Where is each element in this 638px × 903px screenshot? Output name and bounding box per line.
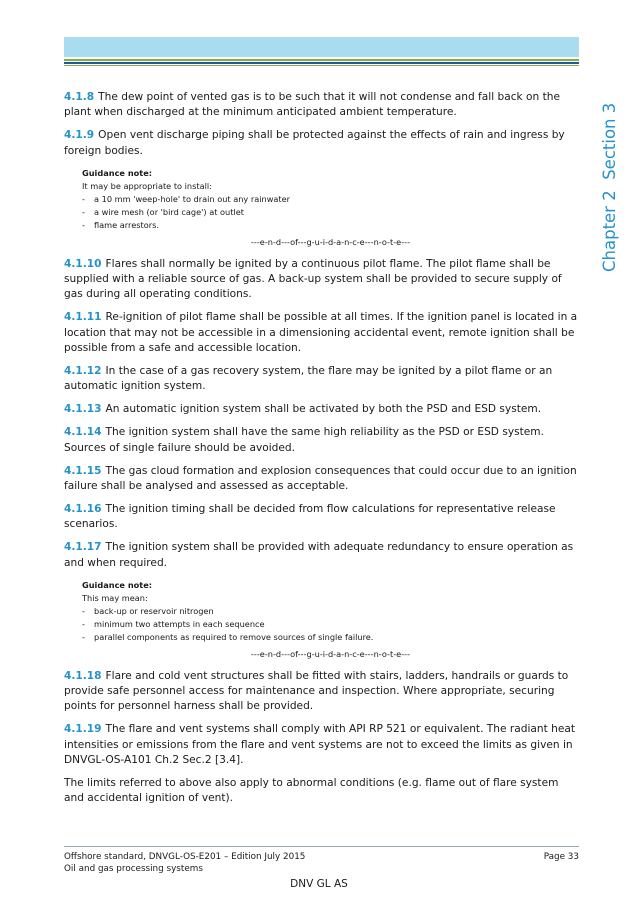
footer-subtitle: Oil and gas processing systems [64,864,203,874]
guidance-item: - a 10 mm 'weep-hole' to drain out any rainwater [82,193,579,206]
guidance-title: Guidance note: [82,579,153,590]
clause-number: 4.1.18 [64,669,102,682]
clause-number: 4.1.13 [64,403,102,416]
guidance-title: Guidance note: [82,167,153,178]
guidance-item: - back-up or reservoir nitrogen [82,605,579,618]
clause-number: 4.1.15 [64,464,102,477]
clause-text: The dew point of vented gas is to be such that it will not condense and fall back on the plant when discharged at the minimum anticipated ambient temperature. [64,91,560,119]
clause-number: 4.1.11 [64,311,102,324]
footer [64,851,579,875]
page-body [64,90,579,814]
clause-paragraph [64,502,579,533]
clauses-group-a [64,90,579,159]
guidance-intro: This may mean: [82,592,148,603]
guidance-list [82,193,579,232]
closing-paragraph: The limits referred to above also apply to abnormal conditions (e.g. flame out of flare system and accidental ignition of vent). [64,776,559,805]
header-rule-blue [64,62,579,64]
footer-standard: Offshore standard, DNVGL-OS-E201 – Edition July 2015 [64,852,306,862]
guidance-intro: It may be appropriate to install: [82,180,212,191]
clause-paragraph [64,669,579,715]
clause-paragraph [64,310,579,356]
clause-number: 4.1.8 [64,91,95,103]
clause-paragraph [64,722,579,768]
clause-paragraph [64,402,579,417]
guidance-item: - flame arrestors. [82,219,579,232]
clause-text: Open vent discharge piping shall be protected against the effects of rain and ingress by foreign bodies. [64,129,565,157]
header-rule-green [64,59,579,61]
guidance-note [82,167,579,249]
clause-paragraph [64,464,579,495]
clause-paragraph [64,257,579,303]
guidance-list [82,605,579,644]
brand-name: DNV GL AS [290,878,348,890]
clause-text: An automatic ignition system shall be activated by both the PSD and ESD system. [105,403,542,416]
header-rule-green-thin [64,65,579,66]
guidance-end-marker: ---e-n-d---of---g-u-i-d-a-n-c-e---n-o-t-e--- [250,648,411,659]
clause-text: The ignition system shall have the same high reliability as the PSD or ESD system. Sources of single failure should be avoided. [64,426,544,454]
clause-text: The flare and vent systems shall comply with API RP 521 or equivalent. The radiant heat intensities or emissions from the flare and vent systems are not to exceed the limits as given in DNVGL-OS-A101 Ch.2 Sec.2 [3.4]. [64,723,575,767]
clause-paragraph [64,90,579,121]
clause-paragraph [64,540,579,571]
header-band [64,37,579,57]
clause-number: 4.1.16 [64,502,102,515]
clause-text: Re-ignition of pilot flame shall be possible at all times. If the ignition panel is located in a location that may not be accessible in a dimensioning accidental event, remote ignition shall be possible from a safe and accessible location. [64,311,578,355]
guidance-end-marker: ---e-n-d---of---g-u-i-d-a-n-c-e---n-o-t-e--- [250,236,411,247]
page-number: Page 33 [543,852,579,862]
clause-text: In the case of a gas recovery system, the flare may be ignited by a pilot flame or an automatic ignition system. [64,365,553,393]
clause-paragraph [64,128,579,159]
clause-text: The ignition timing shall be decided from flow calculations for representative release scenarios. [64,502,556,531]
clause-number: 4.1.19 [64,723,102,736]
clause-number: 4.1.10 [64,257,102,270]
clause-text: Flares shall normally be ignited by a continuous pilot flame. The pilot flame shall be supplied with a reliable source of gas. A back-up system shall be provided to secure supply of gas during all operating conditions. [64,257,562,301]
clause-text: Flare and cold vent structures shall be fitted with stairs, ladders, handrails or guards to provide safe personnel access for maintenance and inspection. Where appropriate, securing points for personnel harness shall be provided. [64,669,569,713]
guidance-item: - minimum two attempts in each sequence [82,618,579,631]
clauses-group-c [64,669,579,769]
clause-text: The gas cloud formation and explosion consequences that could occur due to an ignition failure shall be analysed and assessed as acceptable. [64,464,577,492]
guidance-note [82,579,579,661]
chapter-section-tab [590,84,626,274]
guidance-item: - a wire mesh (or 'bird cage') at outlet [82,206,579,219]
chapter-section-label: Chapter 2 Section 3 [600,102,619,272]
footer-rule [64,846,579,847]
clause-number: 4.1.9 [64,129,95,142]
clause-text: The ignition system shall be provided with adequate redundancy to ensure operation as and when required. [64,541,574,569]
clauses-group-b [64,257,579,571]
clause-paragraph [64,425,579,456]
guidance-item: - parallel components as required to remove sources of single failure. [82,631,579,644]
clause-number: 4.1.17 [64,541,102,554]
clause-number: 4.1.12 [64,365,102,378]
clause-paragraph [64,364,579,395]
clause-number: 4.1.14 [64,426,102,439]
